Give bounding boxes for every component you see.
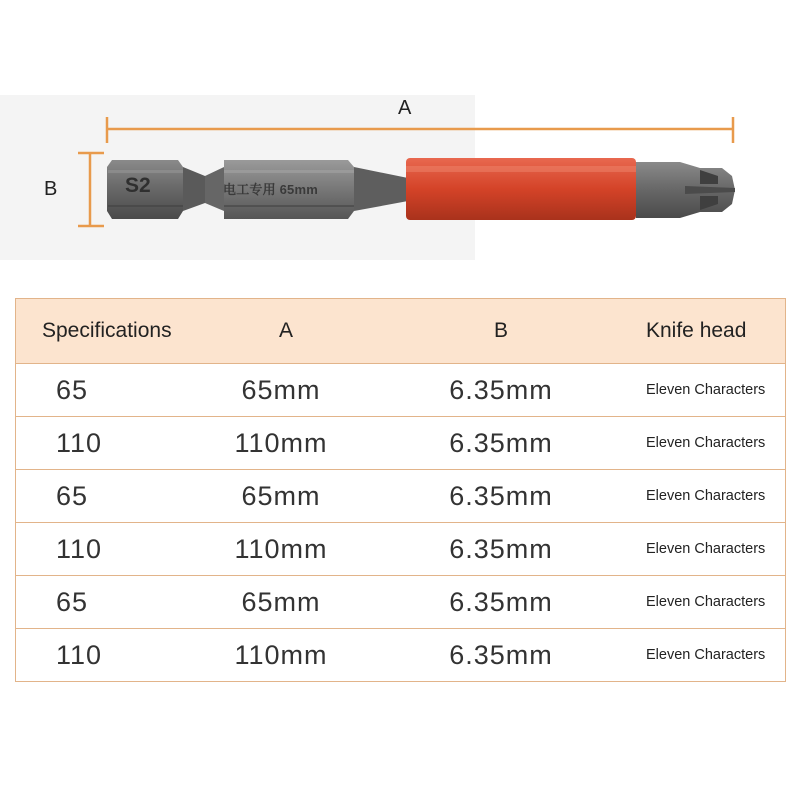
- header-a: A: [278, 319, 293, 342]
- cell-specification: 110: [56, 639, 103, 670]
- table-row: [16, 628, 785, 681]
- bit-marking: 电工专用 65mm: [223, 182, 318, 197]
- cell-length-a: 65mm: [241, 374, 321, 405]
- red-sleeve: [406, 158, 636, 220]
- header-knife-head: Knife head: [646, 319, 747, 342]
- cell-length-a: 65mm: [241, 586, 321, 617]
- table-row: [16, 575, 785, 628]
- dimension-b-line: [78, 153, 104, 226]
- table-row: [16, 363, 785, 416]
- cell-length-a: 110mm: [234, 533, 328, 564]
- cell-knife-head: Eleven Characters: [646, 435, 766, 451]
- cell-diameter-b: 6.35mm: [449, 639, 553, 670]
- table-row: [16, 522, 785, 575]
- bit-grade-mark: S2: [125, 174, 151, 197]
- table-row: [16, 469, 785, 522]
- phillips-tip: [636, 162, 735, 218]
- cell-specification: 110: [56, 427, 103, 458]
- cell-diameter-b: 6.35mm: [449, 480, 553, 511]
- cell-length-a: 110mm: [234, 427, 328, 458]
- dimension-a-line: [107, 117, 733, 143]
- dimension-a-label: A: [398, 97, 412, 119]
- cell-specification: 65: [56, 586, 89, 617]
- cell-knife-head: Eleven Characters: [646, 382, 766, 398]
- cell-knife-head: Eleven Characters: [646, 541, 766, 557]
- cell-length-a: 110mm: [234, 639, 328, 670]
- cell-knife-head: Eleven Characters: [646, 647, 766, 663]
- cell-diameter-b: 6.35mm: [449, 586, 553, 617]
- table-row: [16, 416, 785, 469]
- cell-diameter-b: 6.35mm: [449, 427, 553, 458]
- screwdriver-bit-diagram: [0, 0, 800, 270]
- cell-length-a: 65mm: [241, 480, 321, 511]
- cell-specification: 65: [56, 480, 89, 511]
- bit-drawing: [0, 0, 800, 270]
- specifications-table: [15, 298, 786, 682]
- cell-knife-head: Eleven Characters: [646, 488, 766, 504]
- cell-specification: 110: [56, 533, 103, 564]
- cell-diameter-b: 6.35mm: [449, 374, 553, 405]
- cell-diameter-b: 6.35mm: [449, 533, 553, 564]
- cell-specification: 65: [56, 374, 89, 405]
- cell-knife-head: Eleven Characters: [646, 594, 766, 610]
- header-specifications: Specifications: [42, 319, 172, 342]
- header-b: B: [493, 319, 508, 342]
- table-header-row: [16, 299, 785, 363]
- dimension-b-label: B: [44, 178, 58, 200]
